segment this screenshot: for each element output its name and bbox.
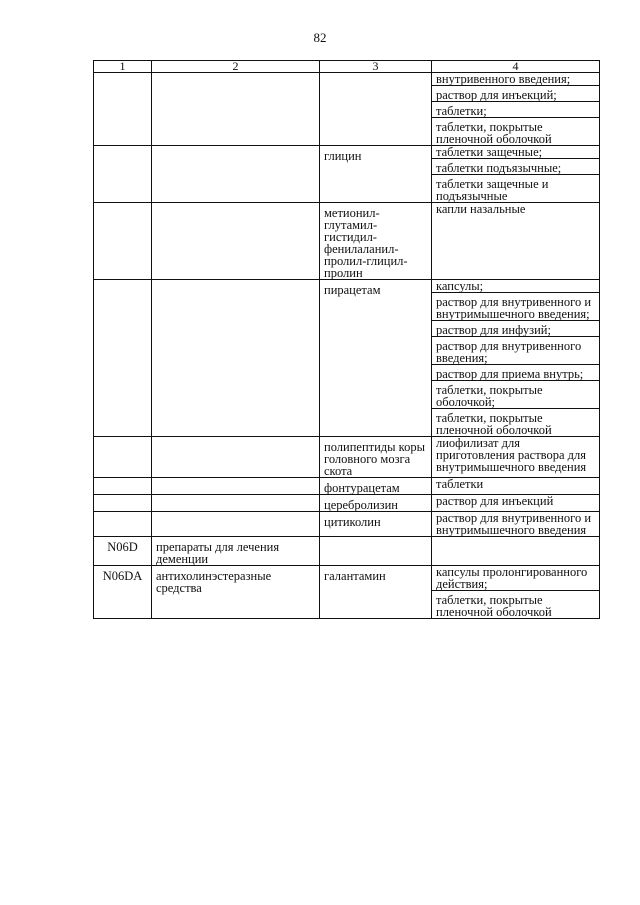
group-cell xyxy=(152,280,320,437)
group-cell-text xyxy=(156,148,315,150)
dosage-form: таблетки, покрытые оболочкой; xyxy=(432,381,599,409)
table-row xyxy=(94,537,600,566)
atc-code-cell-text xyxy=(98,205,147,207)
dosage-form: таблетки, покрытые пленочной оболочкой xyxy=(436,411,552,437)
substance-cell-text: цитиколин xyxy=(324,515,381,529)
substance-cell xyxy=(320,512,432,537)
group-cell-text xyxy=(156,514,315,516)
dosage-form: раствор для инфузий; xyxy=(432,321,599,337)
atc-code-cell-text: N06DA xyxy=(102,569,143,583)
dosage-form: раствор для внутривенного и внутримышечного введения xyxy=(436,511,592,537)
dosage-form-cell xyxy=(432,478,600,495)
atc-code-cell-text xyxy=(98,497,147,499)
group-cell-text: препараты для лечения деменции xyxy=(156,540,280,566)
dosage-form: лиофилизат для приготовления раствора для внутримышечного введения xyxy=(436,436,587,474)
dosage-form: таблетки, покрытые пленочной оболочкой xyxy=(436,120,552,146)
dosage-form: таблетки, покрытые пленочной оболочкой xyxy=(436,593,552,619)
dosage-form: капли назальные xyxy=(436,202,526,216)
table-row xyxy=(94,73,600,146)
atc-code-cell-text: N06D xyxy=(107,540,138,554)
dosage-form-cell xyxy=(432,566,600,619)
dosage-form-cell xyxy=(432,495,600,512)
column-header-4: 4 xyxy=(432,61,600,73)
substance-cell-text: фонтурацетам xyxy=(324,481,400,495)
dosage-form: таблетки xyxy=(436,477,484,491)
group-cell-text xyxy=(156,75,315,77)
substance-cell-text xyxy=(324,75,427,77)
atc-code-cell-text xyxy=(98,439,147,441)
group-cell xyxy=(152,203,320,280)
substance-cell-text: глицин xyxy=(324,149,362,163)
group-cell xyxy=(152,512,320,537)
substance-cell xyxy=(320,203,432,280)
table-row xyxy=(94,512,600,537)
dosage-form: капсулы; xyxy=(432,280,599,293)
substance-cell-text xyxy=(324,539,427,541)
dosage-form-cell xyxy=(432,280,600,437)
dosage-form: таблетки; xyxy=(432,102,599,118)
substance-cell xyxy=(320,73,432,146)
column-header-1: 1 xyxy=(94,61,152,73)
table-row xyxy=(94,437,600,478)
column-header-3: 3 xyxy=(320,61,432,73)
dosage-form: таблетки подъязычные; xyxy=(432,159,599,175)
atc-code-cell xyxy=(94,146,152,203)
substance-cell xyxy=(320,478,432,495)
atc-code-cell xyxy=(94,437,152,478)
atc-code-cell-text xyxy=(98,282,147,284)
substance-cell-text: галантамин xyxy=(324,569,386,583)
group-cell-text xyxy=(156,497,315,499)
group-cell xyxy=(152,537,320,566)
substance-cell xyxy=(320,495,432,512)
substance-cell xyxy=(320,146,432,203)
dosage-form: капсулы пролонгированного действия; xyxy=(432,566,599,591)
substance-cell xyxy=(320,566,432,619)
group-cell-text: антихолинэстеразные средства xyxy=(156,569,272,595)
table-row xyxy=(94,495,600,512)
dosage-form: таблетки защечные; xyxy=(432,146,599,159)
page-number: 82 xyxy=(313,30,327,45)
dosage-form: таблетки защечные и подъязычные xyxy=(436,177,549,203)
atc-code-cell xyxy=(94,203,152,280)
substance-cell xyxy=(320,437,432,478)
dosage-form-cell xyxy=(432,437,600,478)
atc-code-cell xyxy=(94,495,152,512)
group-cell-text xyxy=(156,282,315,284)
table-row xyxy=(94,280,600,437)
group-cell-text xyxy=(156,480,315,482)
table-row xyxy=(94,146,600,203)
group-cell xyxy=(152,146,320,203)
column-header-2: 2 xyxy=(152,61,320,73)
dosage-form-cell xyxy=(432,512,600,537)
dosage-form: внутривенного введения; xyxy=(432,73,599,86)
group-cell xyxy=(152,495,320,512)
dosage-form-cell xyxy=(432,146,600,203)
atc-code-cell-text xyxy=(98,75,147,77)
group-cell xyxy=(152,437,320,478)
atc-code-cell xyxy=(94,537,152,566)
dosage-form: раствор для инъекций xyxy=(436,494,554,508)
atc-code-cell xyxy=(94,280,152,437)
substance-cell-text: церебролизин xyxy=(324,498,398,512)
table-row xyxy=(94,566,600,619)
substance-cell xyxy=(320,280,432,437)
dosage-form-cell xyxy=(432,203,600,280)
dosage-form-cell xyxy=(432,537,600,566)
atc-code-cell-text xyxy=(98,480,147,482)
atc-code-cell xyxy=(94,566,152,619)
atc-code-cell-text xyxy=(98,148,147,150)
substance-cell xyxy=(320,537,432,566)
drug-table xyxy=(93,60,600,619)
group-cell-text xyxy=(156,205,315,207)
substance-cell-text: метионил-глутамил-гистидил-фенилаланил-пролил-глицил-пролин xyxy=(324,206,408,280)
dosage-form-cell xyxy=(432,73,600,146)
group-cell xyxy=(152,73,320,146)
table-row xyxy=(94,478,600,495)
substance-cell-text: полипептиды коры головного мозга скота xyxy=(324,440,426,478)
atc-code-cell-text xyxy=(98,514,147,516)
dosage-form: раствор для внутривенного введения; xyxy=(432,337,599,365)
substance-cell-text: пирацетам xyxy=(324,283,381,297)
atc-code-cell xyxy=(94,478,152,495)
table-row xyxy=(94,203,600,280)
group-cell-text xyxy=(156,439,315,441)
atc-code-cell xyxy=(94,73,152,146)
dosage-form: раствор для внутривенного и внутримышечного введения; xyxy=(432,293,599,321)
column-header-row xyxy=(94,61,600,73)
dosage-form: раствор для приема внутрь; xyxy=(432,365,599,381)
dosage-form: раствор для инъекций; xyxy=(432,86,599,102)
group-cell xyxy=(152,566,320,619)
group-cell xyxy=(152,478,320,495)
atc-code-cell xyxy=(94,512,152,537)
